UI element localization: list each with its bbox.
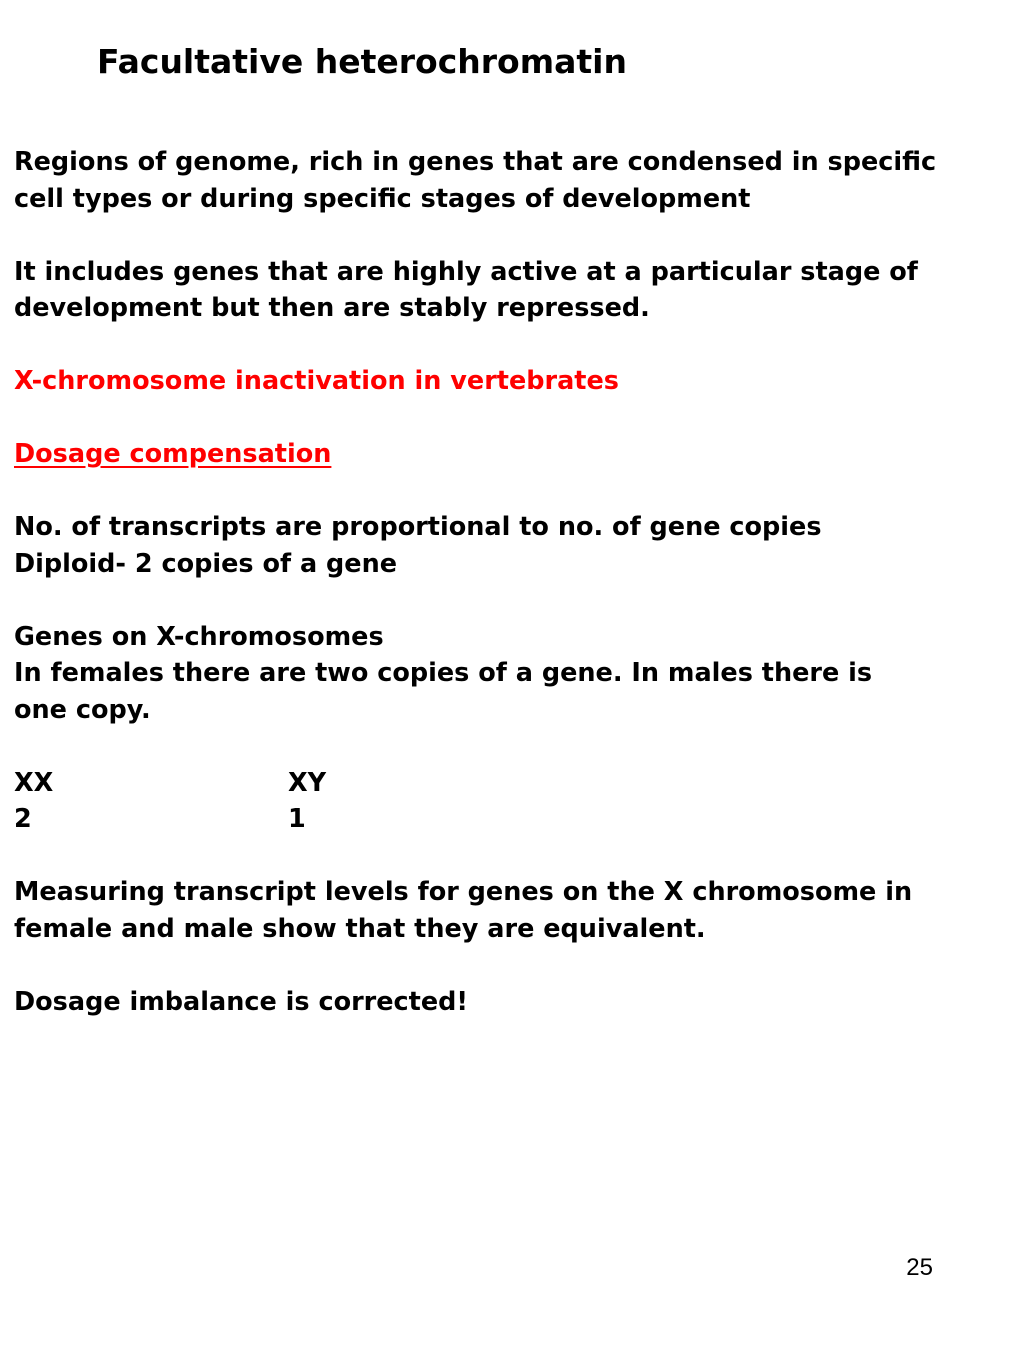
header-xy: XY <box>288 767 327 798</box>
text-line: Regions of genome, rich in genes that are condensed in specific <box>14 147 937 177</box>
copy-number-table <box>14 765 1004 838</box>
table-value-row <box>14 801 1004 838</box>
text-line: In females there are two copies of a gene. In males there is <box>14 658 873 688</box>
page-number: 25 <box>906 1254 933 1281</box>
text-line: development but then are stably repressed. <box>14 293 650 323</box>
text-line: Measuring transcript levels for genes on the X chromosome in <box>14 877 913 907</box>
value-xx: 2 <box>14 804 32 834</box>
text-line: Genes on X-chromosomes <box>14 621 384 652</box>
paragraph-genes-on-x <box>14 619 1004 729</box>
slide-title: Facultative heterochromatin <box>97 42 627 81</box>
x-inactivation-heading: X-chromosome inactivation in vertebrates <box>14 366 619 396</box>
text-line: No. of transcripts are proportional to no. of gene copies <box>14 512 822 542</box>
paragraph-measuring <box>14 874 1004 947</box>
text-line: cell types or during specific stages of development <box>14 183 751 214</box>
dosage-compensation-heading: Dosage compensation <box>14 439 332 469</box>
paragraph-regions <box>14 144 1004 217</box>
paragraph-conclusion: Dosage imbalance is corrected! <box>14 986 469 1017</box>
dosage-compensation-paragraph <box>14 436 1004 473</box>
text-line: It includes genes that are highly active at a particular stage of <box>14 256 918 287</box>
text-line: female and male show that they are equivalent. <box>14 913 706 944</box>
slide-body <box>14 144 1004 1020</box>
paragraph-transcripts <box>14 509 1004 582</box>
text-line: Diploid- 2 copies of a gene <box>14 548 398 579</box>
header-xx: XX <box>14 767 54 798</box>
text-line: one copy. <box>14 694 151 725</box>
value-xy: 1 <box>288 804 306 834</box>
paragraph-includes <box>14 254 1004 327</box>
table-header-row <box>14 765 1004 802</box>
